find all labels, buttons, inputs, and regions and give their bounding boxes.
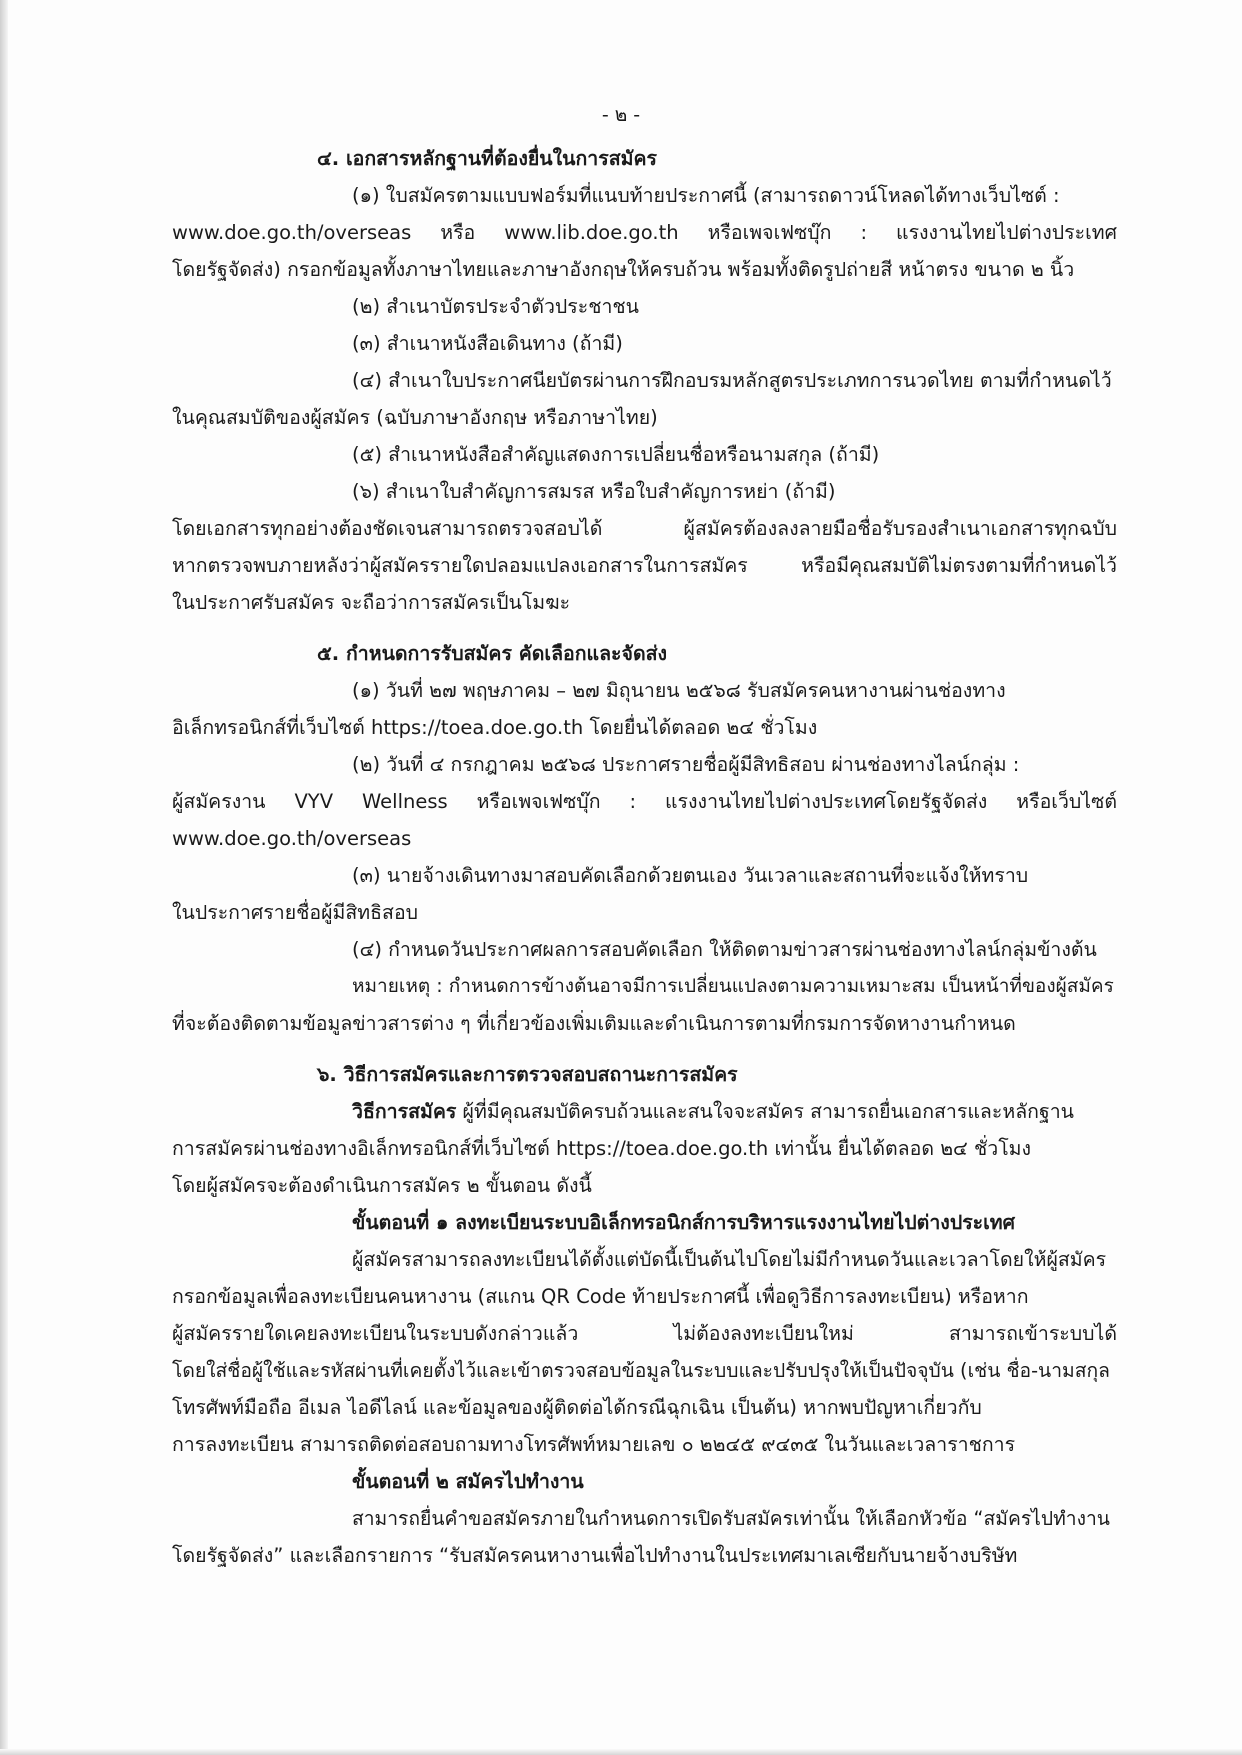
section-4-item-1: (๑) ใบสมัครตามแบบฟอร์มที่แนบท้ายประกาศนี้ (สามารถดาวน์โหลดได้ทางเว็บไซต์ :	[352, 184, 1060, 207]
section-5-item-3: (๓) นายจ้างเดินทางมาสอบคัดเลือกด้วยตนเอง วันเวลาและสถานที่จะแจ้งให้ทราบ	[352, 864, 1029, 887]
section-6-heading: ๖. วิธีการสมัครและการตรวจสอบสถานะการสมัคร	[317, 1063, 738, 1086]
step-1-text-line: ผู้สมัครสามารถลงทะเบียนได้ตั้งแต่บัดนี้เป็นต้นไปโดยไม่มีกำหนดวันและเวลาโดยให้ผู้สมัคร	[352, 1248, 1107, 1271]
step-1-text-line: โทรศัพท์มือถือ อีเมล ไอดีไลน์ และข้อมูลของผู้ติดต่อได้กรณีฉุกเฉิน เป็นต้น) หากพบปัญหาเกี่ยวกับ	[172, 1396, 982, 1419]
section-5-text-line: ที่จะต้องติดตามข้อมูลข่าวสารต่าง ๆ ที่เกี่ยวข้องเพิ่มเติมและดำเนินการตามที่กรมการจัดหางานกำหนด	[172, 1012, 1016, 1035]
section-5-text-line: www.doe.go.th/overseas	[172, 827, 412, 850]
step-1-text-line: โดยใส่ชื่อผู้ใช้และรหัสผ่านที่เคยตั้งไว้และเข้าตรวจสอบข้อมูลในระบบและปรับปรุงให้เป็นปัจจุบัน (เช่น ชื่อ-นามสกุล	[172, 1359, 1110, 1382]
section-4-text-line: ในคุณสมบัติของผู้สมัคร (ฉบับภาษาอังกฤษ หรือภาษาไทย)	[172, 406, 658, 429]
step-1-heading: ขั้นตอนที่ ๑ ลงทะเบียนระบบอิเล็กทรอนิกส์การบริหารแรงงานไทยไปต่างประเทศ	[352, 1211, 1016, 1234]
step-1-text-line: กรอกข้อมูลเพื่อลงทะเบียนคนหางาน (สแกน QR Code ท้ายประกาศนี้ เพื่อดูวิธีการลงทะเบียน) หรือหาก	[172, 1285, 1029, 1308]
section-6-text-line: การสมัครผ่านช่องทางอิเล็กทรอนิกส์ที่เว็บไซต์ https://toea.doe.go.th เท่านั้น ยื่นได้ตลอด ๒๔ ชั่วโมง	[172, 1137, 1032, 1160]
section-6-text-line: โดยผู้สมัครจะต้องดำเนินการสมัคร ๒ ขั้นตอน ดังนี้	[172, 1174, 592, 1197]
section-4-item-2: (๒) สำเนาบัตรประจำตัวประชาชน	[352, 295, 639, 318]
section-4-item-6: (๖) สำเนาใบสำคัญการสมรส หรือใบสำคัญการหย่า (ถ้ามี)	[352, 480, 836, 503]
section-5-text-line: อิเล็กทรอนิกส์ที่เว็บไซต์ https://toea.doe.go.th โดยยื่นได้ตลอด ๒๔ ชั่วโมง	[172, 716, 818, 739]
section-4-text-line: โดยรัฐจัดส่ง) กรอกข้อมูลทั้งภาษาไทยและภาษาอังกฤษให้ครบถ้วน พร้อมทั้งติดรูปถ่ายสี หน้าตรง ขนาด ๒ นิ้ว	[172, 258, 1075, 281]
section-5-item-2: (๒) วันที่ ๔ กรกฎาคม ๒๕๖๘ ประกาศรายชื่อผู้มีสิทธิสอบ ผ่านช่องทางไลน์กลุ่ม :	[352, 753, 1020, 776]
step-2-text-line: โดยรัฐจัดส่ง” และเลือกรายการ “รับสมัครคนหางานเพื่อไปทำงานในประเทศมาเลเซียกับนายจ้างบริษัท	[172, 1544, 1018, 1567]
section-4-heading: ๔. เอกสารหลักฐานที่ต้องยื่นในการสมัคร	[317, 147, 657, 170]
section-4-text-line: ในประกาศรับสมัคร จะถือว่าการสมัครเป็นโมฆะ	[172, 591, 571, 614]
method-text: ผู้ที่มีคุณสมบัติครบถ้วนและสนใจจะสมัคร สามารถยื่นเอกสารและหลักฐาน	[456, 1100, 1074, 1123]
step-2-heading: ขั้นตอนที่ ๒ สมัครไปทำงาน	[352, 1470, 584, 1493]
section-5-text-line: ผู้สมัครงาน VYV Wellness หรือเพจเฟซบุ๊ก : แรงงานไทยไปต่างประเทศโดยรัฐจัดส่ง หรือเว็บไซต์	[172, 790, 1117, 813]
section-5-note: หมายเหตุ : กำหนดการข้างต้นอาจมีการเปลี่ยนแปลงตามความเหมาะสม เป็นหน้าที่ของผู้สมัคร	[352, 975, 1114, 997]
section-5-item-1: (๑) วันที่ ๒๗ พฤษภาคม – ๒๗ มิถุนายน ๒๕๖๘ รับสมัครคนหางานผ่านช่องทาง	[352, 679, 1006, 702]
page-number: - ๒ -	[601, 104, 641, 126]
step-2-text-line: สามารถยื่นคำขอสมัครภายในกำหนดการเปิดรับสมัครเท่านั้น ให้เลือกหัวข้อ “สมัครไปทำงาน	[352, 1507, 1110, 1530]
section-6-method-line	[172, 1093, 1117, 1130]
section-4-text-line: หากตรวจพบภายหลังว่าผู้สมัครรายใดปลอมแปลงเอกสารในการสมัคร หรือมีคุณสมบัติไม่ตรงตามที่กำหนดไว้	[172, 554, 1117, 577]
scan-shadow-left	[0, 0, 8, 1755]
step-1-text-line: การลงทะเบียน สามารถติดต่อสอบถามทางโทรศัพท์หมายเลข ๐ ๒๒๔๕ ๙๔๓๕ ในวันและเวลาราชการ	[172, 1433, 1016, 1456]
section-5-item-4: (๔) กำหนดวันประกาศผลการสอบคัดเลือก ให้ติดตามข่าวสารผ่านช่องทางไลน์กลุ่มข้างต้น	[352, 938, 1097, 961]
section-4-item-3: (๓) สำเนาหนังสือเดินทาง (ถ้ามี)	[352, 332, 623, 355]
section-4-text-line: โดยเอกสารทุกอย่างต้องชัดเจนสามารถตรวจสอบได้ ผู้สมัครต้องลงลายมือชื่อรับรองสำเนาเอกสารทุกฉบับ	[172, 517, 1117, 540]
method-label: วิธีการสมัคร	[352, 1100, 457, 1123]
section-4-item-5: (๕) สำเนาหนังสือสำคัญแสดงการเปลี่ยนชื่อหรือนามสกุล (ถ้ามี)	[352, 443, 880, 466]
section-5-heading: ๕. กำหนดการรับสมัคร คัดเลือกและจัดส่ง	[317, 642, 668, 665]
section-4-text-line: www.doe.go.th/overseas หรือ www.lib.doe.go.th หรือเพจเฟซบุ๊ก : แรงงานไทยไปต่างประเทศ	[172, 221, 1117, 244]
step-1-text-line: ผู้สมัครรายใดเคยลงทะเบียนในระบบดังกล่าวแล้ว ไม่ต้องลงทะเบียนใหม่ สามารถเข้าระบบได้	[172, 1322, 1117, 1345]
document-body	[172, 140, 1117, 1574]
section-5-text-line: ในประกาศรายชื่อผู้มีสิทธิสอบ	[172, 901, 419, 924]
scan-shadow-bottom	[0, 1749, 1242, 1755]
section-4-item-4: (๔) สำเนาใบประกาศนียบัตรผ่านการฝึกอบรมหลักสูตรประเภทการนวดไทย ตามที่กำหนดไว้	[352, 369, 1112, 392]
